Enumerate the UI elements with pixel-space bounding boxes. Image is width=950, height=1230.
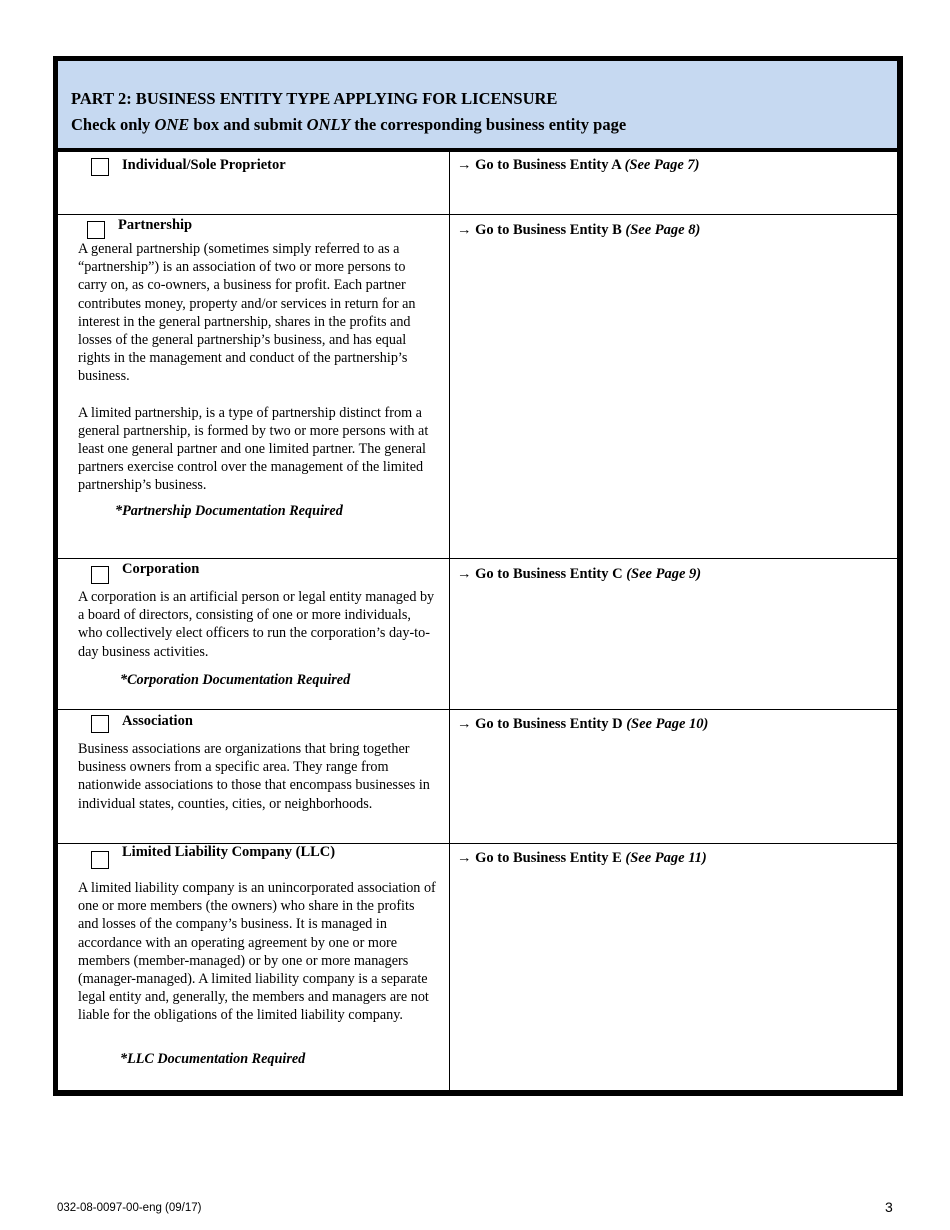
association-description <box>78 740 438 813</box>
row-divider <box>58 709 897 710</box>
association-checkbox[interactable] <box>91 715 109 733</box>
corporation-requirement: *Corporation Documentation Required <box>120 672 351 688</box>
row-divider <box>58 558 897 559</box>
goto-text: → Go to Business Entity C <box>457 566 627 582</box>
corporation-checkbox[interactable] <box>91 566 109 584</box>
sole-proprietor-goto <box>457 157 699 174</box>
instructions-text-3: the corresponding business entity page <box>350 115 627 134</box>
partnership-checkbox[interactable] <box>87 221 105 239</box>
partnership-description <box>78 240 438 495</box>
corporation-label: Corporation <box>122 561 200 577</box>
limited-partnership-paragraph: A limited partnership, is a type of partnership distinct from a general partnership, is formed by two or more persons with at least one general partner and one limited partner. The general partners exercise control over the management of the limited partnership’s business. <box>78 404 429 494</box>
form-code: 032-08-0097-00-eng (09/17) <box>57 1202 202 1214</box>
partnership-requirement: *Partnership Documentation Required <box>115 503 343 519</box>
sole-proprietor-checkbox[interactable] <box>91 158 109 176</box>
association-label: Association <box>122 713 193 729</box>
association-goto <box>457 716 708 733</box>
goto-text: → Go to Business Entity E <box>457 850 626 866</box>
llc-description <box>78 879 438 1025</box>
goto-page: (See Page 11) <box>625 850 707 866</box>
llc-paragraph: A limited liability company is an unincorporated association of one or more members (the owners) who share in the profits and losses of the company’s business. It is managed in accordance with an operating agreement by one or more members (member-managed) or by one or more managers (manager-managed). A limited liability company is a separate legal entity and, generally, the members and managers are not liable for the obligations of the limited liability company. <box>78 880 436 1024</box>
goto-page: (See Page 10) <box>626 716 709 732</box>
part-title: PART 2: BUSINESS ENTITY TYPE APPLYING FOR LICENSURE <box>71 89 558 108</box>
page-number: 3 <box>885 1199 893 1215</box>
instructions-emphasis-one: ONE <box>154 115 190 134</box>
goto-page: (See Page 9) <box>626 566 702 582</box>
row-divider <box>58 214 897 215</box>
goto-page: (See Page 7) <box>624 157 700 173</box>
instructions-text-1: Check only <box>71 115 155 134</box>
corporation-goto <box>457 566 701 583</box>
llc-label: Limited Liability Company (LLC) <box>122 844 336 860</box>
general-partnership-paragraph: A general partnership (sometimes simply referred to as a “partnership”) is an association of two or more persons to carry on, as co-owners, a business for profit. Each partner contributes money, property and/or services in return for an interest in the general partnership, shares in the profits and losses of the general partnership’s business, and has equal rights in the management and conduct of the partnership’s business. <box>78 241 416 385</box>
partnership-goto <box>457 222 700 239</box>
corporation-description <box>78 588 438 661</box>
entity-type-form <box>53 56 903 1096</box>
section-header <box>58 61 897 152</box>
frame-shadow-right <box>897 62 901 1094</box>
goto-text: → Go to Business Entity D <box>457 716 627 732</box>
goto-text: → Go to Business Entity A <box>457 157 625 173</box>
llc-checkbox[interactable] <box>91 851 109 869</box>
goto-text: → Go to Business Entity B <box>457 222 626 238</box>
corporation-paragraph: A corporation is an artificial person or legal entity managed by a board of directors, consisting of one or more individuals, who collectively elect officers to run the corporation’s day-to-day business activities. <box>78 589 435 660</box>
partnership-label: Partnership <box>118 217 193 233</box>
instructions-emphasis-only: ONLY <box>306 115 351 134</box>
llc-requirement: *LLC Documentation Required <box>120 1051 306 1067</box>
sole-proprietor-label: Individual/Sole Proprietor <box>122 157 286 173</box>
instructions-text-2: box and submit <box>189 115 307 134</box>
part-instructions <box>71 115 626 135</box>
association-paragraph: Business associations are organizations that bring together business owners from a specific area. They range from nationwide associations to those that encompass businesses in individual states, counties, cities, or neighborhoods. <box>78 741 430 812</box>
llc-goto <box>457 850 707 867</box>
frame-shadow-bottom <box>60 1090 901 1094</box>
goto-page: (See Page 8) <box>625 222 701 238</box>
column-divider <box>449 152 450 1090</box>
